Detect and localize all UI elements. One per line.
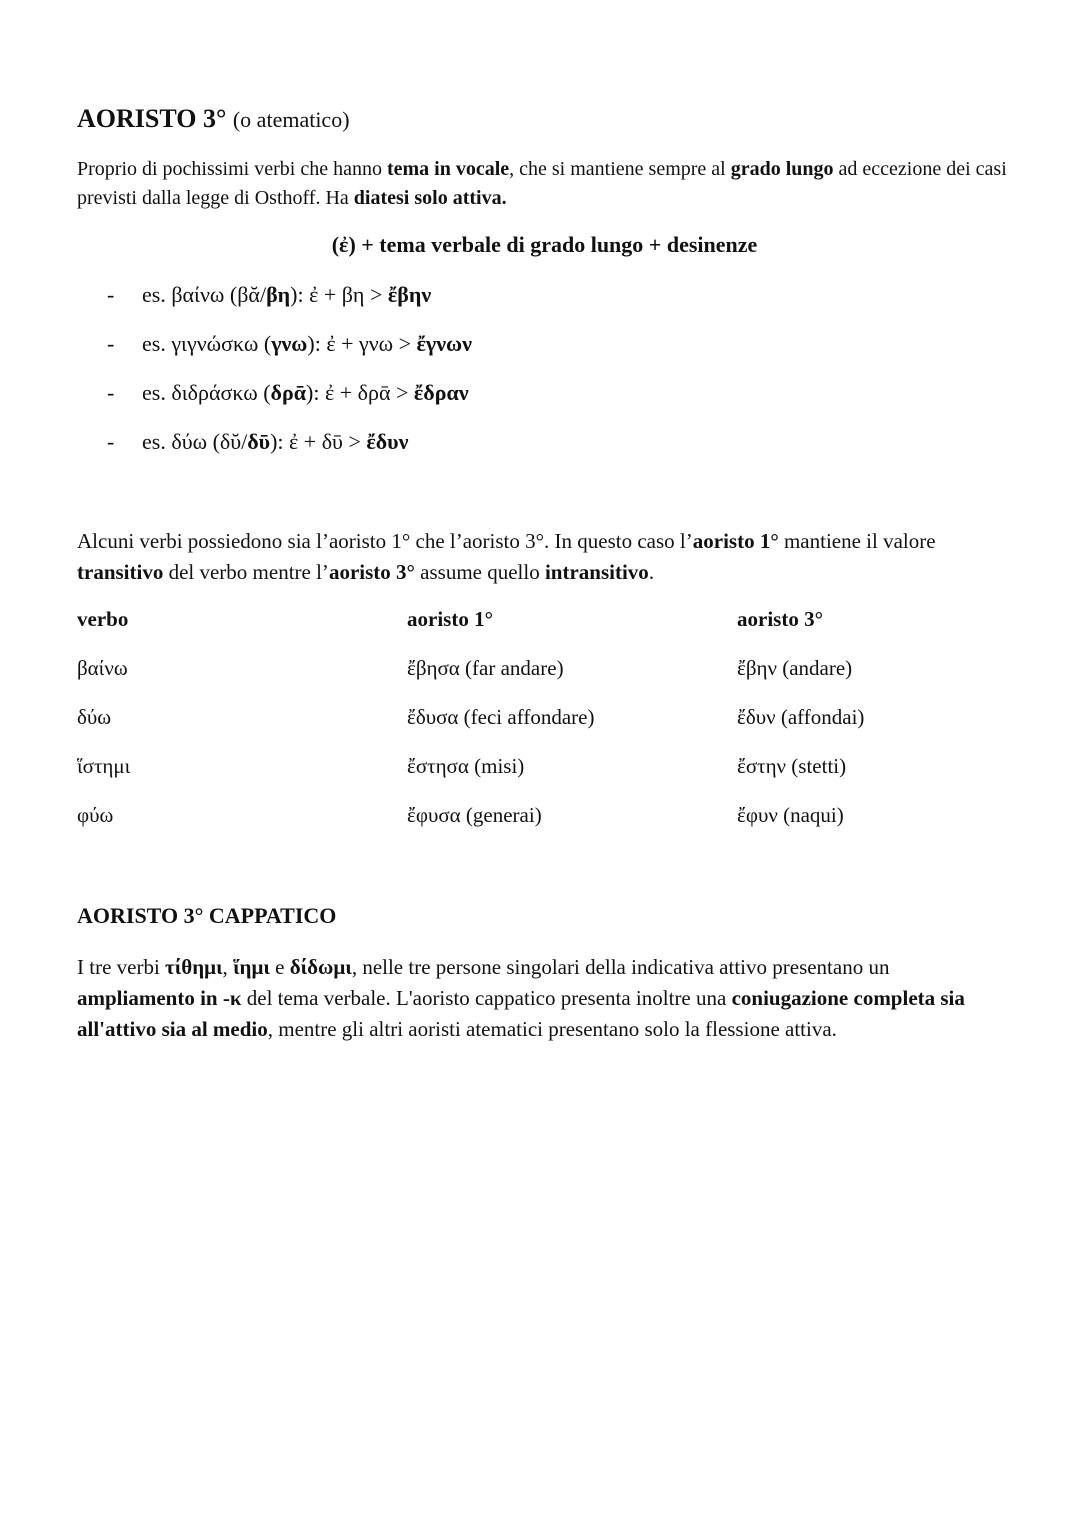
table-cell: ἔφυσα (generai) — [407, 803, 542, 827]
table-row — [77, 656, 1012, 705]
bold-run: δίδωμι — [289, 955, 352, 979]
text-run: es. βαίνω (βᾰ/ — [142, 282, 267, 307]
table-cell: ἔστην (stetti) — [737, 754, 847, 778]
text-run: es. γιγνώσκω ( — [142, 331, 272, 356]
text-run: assume quello — [414, 560, 545, 584]
text-run: ad eccezione dei casi previsti dalla legge di Osthoff. Ha — [77, 158, 1007, 209]
bullet-dash: - — [107, 282, 115, 307]
examples-list — [107, 282, 472, 478]
heading-title: AORISTO 3° — [77, 104, 227, 133]
bold-run: ἔδραν — [413, 380, 469, 405]
bold-run: γνω — [271, 331, 308, 356]
heading-subtitle: (o atematico) — [232, 107, 350, 132]
bold-run: tema in vocale — [386, 158, 510, 180]
bullet-dash: - — [107, 380, 115, 405]
intro-paragraph — [77, 155, 1012, 213]
table-cell: δύω — [77, 705, 112, 729]
bold-run: aoristo 1° — [692, 529, 779, 553]
text-run: mantiene il valore — [778, 529, 936, 553]
text-run: del verbo mentre l’ — [163, 560, 329, 584]
text-run: Proprio di pochissimi verbi che hanno — [77, 158, 387, 180]
section-heading-aoristo-3 — [77, 104, 350, 134]
bold-run: intransitivo — [544, 560, 649, 584]
text-run: , — [222, 955, 234, 979]
table-cell: ἔφυν (naqui) — [737, 803, 844, 827]
text-run: ): ἐ + δῡ > — [270, 429, 367, 454]
table-header-cell: aoristo 3° — [737, 607, 823, 631]
bold-run: ἔγνων — [416, 331, 472, 356]
bold-run: ἵημι — [233, 955, 270, 979]
table-row — [77, 803, 1012, 852]
table-header-row — [77, 607, 1012, 656]
section-heading-cappatico: AORISTO 3° CAPPATICO — [77, 903, 337, 928]
table-header-cell: verbo — [77, 607, 129, 631]
bold-run: aoristo 3° — [328, 560, 415, 584]
verb-table — [77, 607, 1012, 852]
table-cell: ἔδυσα (feci affondare) — [407, 705, 595, 729]
bold-run: δρᾱ — [270, 380, 307, 405]
table-cell: ἔδυν (affondai) — [737, 705, 865, 729]
text-run: , che si mantiene sempre al — [509, 158, 731, 180]
table-cell: βαίνω — [77, 656, 128, 680]
text-run: es. διδράσκω ( — [142, 380, 271, 405]
text-run: Alcuni verbi possiedono sia l’aoristo 1° che l’aoristo 3°. In questo caso l’ — [77, 529, 693, 553]
list-item — [107, 380, 472, 429]
list-item — [107, 331, 472, 380]
bold-run: coniugazione completa sia all'attivo sia al medio — [77, 986, 965, 1041]
table-cell: ἵστημι — [77, 754, 131, 778]
table-cell: ἔβησα (far andare) — [407, 656, 564, 680]
bold-run: ἔδυν — [366, 429, 409, 454]
text-run: del tema verbale. L'aoristo cappatico presenta inoltre una — [241, 986, 732, 1010]
text-run: es. δύω (δῠ/ — [142, 429, 248, 454]
text-run: ): ἐ + γνω > — [307, 331, 417, 356]
list-item — [107, 429, 472, 478]
table-row — [77, 705, 1012, 754]
text-run: I tre verbi — [77, 955, 166, 979]
formula-line: (ἐ) + tema verbale di grado lungo + desinenze — [331, 232, 758, 257]
text-run: ): ἐ + βη > — [290, 282, 388, 307]
bold-run: τίθημι — [165, 955, 223, 979]
table-cell: ἔστησα (misi) — [407, 754, 525, 778]
bold-run: diatesi solo attiva. — [353, 187, 507, 209]
table-header-cell: aoristo 1° — [407, 607, 493, 631]
list-item — [107, 282, 472, 331]
cappatico-paragraph — [77, 952, 1012, 1045]
bold-run: βη — [266, 282, 291, 307]
bold-run: δῡ — [247, 429, 271, 454]
table-cell: ἔβην (andare) — [737, 656, 853, 680]
bullet-dash: - — [107, 331, 115, 356]
bold-run: ἔβην — [387, 282, 432, 307]
bold-run: ampliamento in -κ — [77, 986, 242, 1010]
text-run: . — [648, 560, 655, 584]
text-run: , nelle tre persone singolari della indicativa attivo presentano un — [351, 955, 890, 979]
table-cell: φύω — [77, 803, 114, 827]
text-run: , mentre gli altri aoristi atematici presentano solo la flessione attiva. — [267, 1017, 837, 1041]
bullet-dash: - — [107, 429, 115, 454]
bold-run: transitivo — [77, 560, 164, 584]
aoristo-comparison-paragraph — [77, 526, 1012, 588]
text-run: e — [269, 955, 290, 979]
table-row — [77, 754, 1012, 803]
text-run: ): ἐ + δρᾱ > — [306, 380, 414, 405]
bold-run: grado lungo — [730, 158, 834, 180]
